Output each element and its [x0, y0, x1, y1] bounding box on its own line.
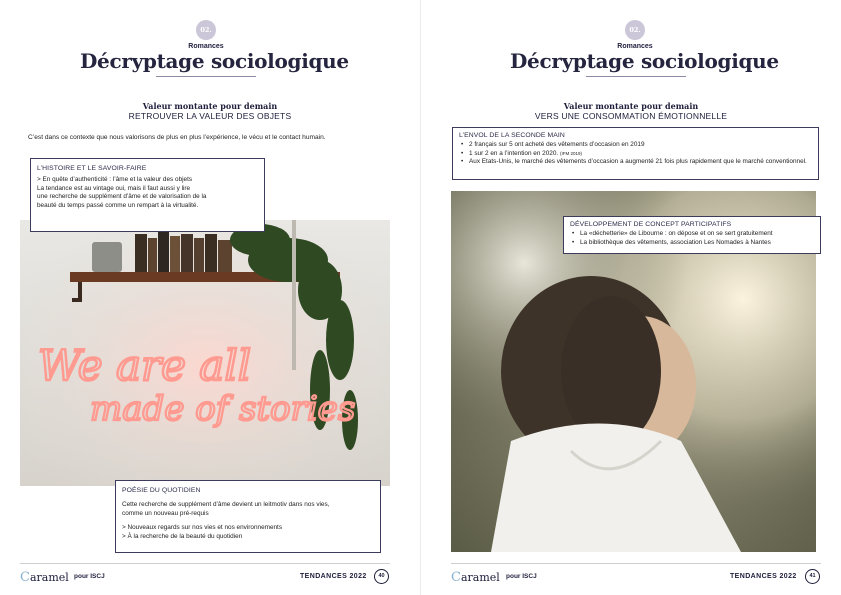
section-number-badge: 02. — [196, 20, 216, 40]
page-title: Décryptage sociologique — [510, 49, 779, 73]
footer-client: pour ISCJ — [74, 573, 105, 580]
concept-box — [563, 216, 821, 254]
history-box-line: beauté du temps passé comme un rempart à la virtualité. — [37, 202, 199, 210]
footer-rule-right — [451, 563, 821, 564]
concept-item: • La «déchetterie» de Libourne : on dépose et on se sert gratuitement — [570, 230, 814, 239]
envol-box — [452, 127, 819, 180]
subtitle-caps: VERS UNE CONSOMMATION ÉMOTIONNELLE — [534, 111, 728, 121]
footer-client: pour ISCJ — [506, 573, 537, 580]
neon-text-line1: We are all — [38, 341, 252, 390]
section-kicker: Romances — [617, 43, 653, 50]
envol-list — [459, 141, 812, 167]
neon-sign-photo — [20, 220, 390, 486]
neon-photo-art — [20, 220, 390, 486]
history-box-line: > En quête d’authenticité : l’âme et la valeur des objets — [37, 176, 193, 184]
footer-rule-left — [20, 563, 390, 564]
concept-list — [570, 230, 814, 247]
history-box — [30, 158, 265, 232]
poesie-box-line: comme un nouveau pré-requis — [122, 509, 209, 517]
caramel-logo: Caramel — [451, 570, 500, 585]
footer-tendances: TENDANCES 2022 — [730, 573, 797, 580]
history-box-line: une recherche de supplément d’âme et de valorisation de la — [37, 193, 207, 201]
envol-box-title: L’ENVOL DE LA SECONDE MAIN — [459, 132, 565, 139]
footer-tendances: TENDANCES 2022 — [300, 573, 367, 580]
history-box-line: La tendance est au vintage oui, mais il faut aussi y lire — [37, 184, 191, 192]
caramel-logo: Caramel — [20, 570, 69, 585]
poesie-box-line: > À la recherche de la beauté du quotidien — [122, 533, 243, 541]
envol-item: • 2 français sur 5 ont acheté des vêtements d’occasion en 2019 — [459, 141, 812, 150]
subtitle-caps: RETROUVER LA VALEUR DES OBJETS — [128, 111, 292, 121]
poesie-box-line: Cette recherche de supplément d’âme devient un leitmotiv dans nos vies, — [122, 501, 330, 509]
subtitle-serif: Valeur montante pour demain — [142, 101, 278, 111]
page-number: 41 — [805, 569, 820, 584]
page-number: 40 — [374, 569, 389, 584]
intro-text: C’est dans ce contexte que nous valorisons de plus en plus l’expérience, le vécu et le contact humain. — [28, 134, 326, 141]
title-underline — [156, 76, 256, 77]
poesie-box — [115, 480, 381, 553]
poesie-box-title: POÉSIE DU QUOTIDIEN — [122, 487, 201, 494]
section-kicker: Romances — [188, 43, 224, 50]
subtitle-serif: Valeur montante pour demain — [563, 101, 699, 111]
page-title: Décryptage sociologique — [80, 49, 349, 73]
envol-item: • 1 sur 2 en a l’intention en 2020. (IFM 2019) — [459, 150, 812, 159]
title-underline — [586, 76, 686, 77]
neon-text-line2: made of stories — [90, 389, 356, 429]
section-number-badge: 02. — [625, 20, 645, 40]
concept-item: • La bibliothèque des vêtements, association Les Nomades à Nantes — [570, 239, 814, 248]
concept-box-title: DÉVELOPPEMENT DE CONCEPT PARTICIPATIFS — [570, 221, 732, 228]
poesie-box-line: > Nouveaux regards sur nos vies et nos environnements — [122, 524, 283, 532]
history-box-title: L’HISTOIRE ET LE SAVOIR-FAIRE — [37, 165, 147, 172]
envol-item: • Aux Etats-Unis, le marché des vêtements d’occasion a augmenté 21 fois plus rapidement que le marché conventionnel. — [459, 158, 812, 167]
